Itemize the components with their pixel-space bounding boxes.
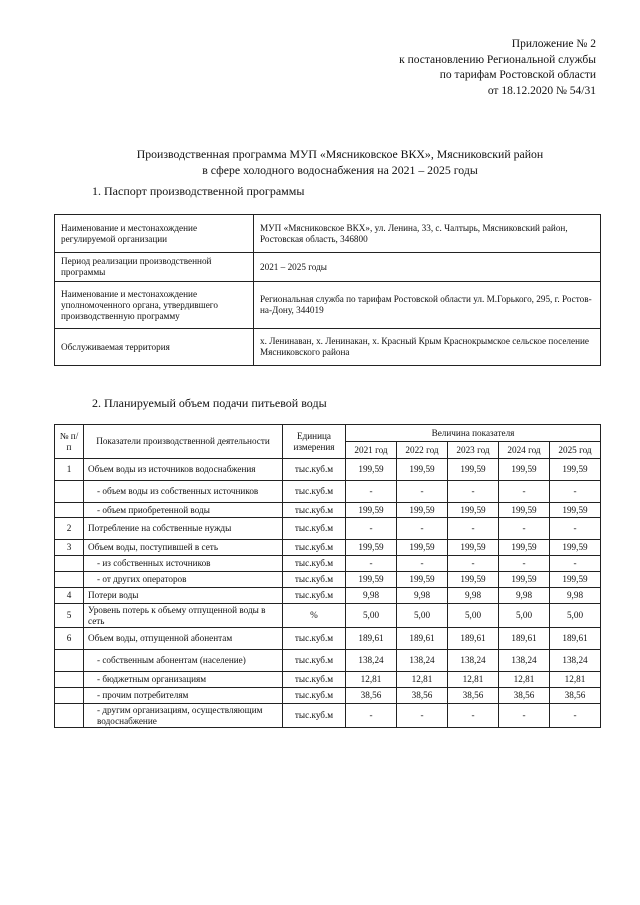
row-value: 189,61 <box>346 628 397 650</box>
row-value: - <box>499 518 550 540</box>
row-value: - <box>550 556 601 572</box>
row-value: 199,59 <box>448 540 499 556</box>
row-indicator: Объем воды из источников водоснабжения <box>84 459 283 481</box>
row-value: 12,81 <box>499 672 550 688</box>
row-value: 9,98 <box>397 588 448 604</box>
row-value: 38,56 <box>550 688 601 704</box>
row-value: 199,59 <box>550 503 601 518</box>
row-unit: тыс.куб.м <box>283 704 346 728</box>
row-value: 12,81 <box>397 672 448 688</box>
row-value: 199,59 <box>448 572 499 588</box>
section-1-title: 1. Паспорт производственной программы <box>92 184 305 198</box>
row-value: 38,56 <box>499 688 550 704</box>
table-row <box>55 556 601 572</box>
passport-label: Наименование и местонахождение регулируемой организации <box>55 215 254 253</box>
passport-row <box>55 253 601 282</box>
row-indicator: - объем воды из собственных источников <box>84 481 283 503</box>
row-value: 199,59 <box>499 503 550 518</box>
passport-table <box>54 214 601 366</box>
row-value: - <box>346 518 397 540</box>
row-indicator: Потери воды <box>84 588 283 604</box>
row-unit: тыс.куб.м <box>283 540 346 556</box>
table-row <box>55 540 601 556</box>
row-value: 199,59 <box>499 540 550 556</box>
passport-row <box>55 282 601 329</box>
row-number: 1 <box>55 459 84 481</box>
appendix-line: от 18.12.2020 № 54/31 <box>487 84 596 97</box>
row-value: 9,98 <box>448 588 499 604</box>
table-row <box>55 628 601 650</box>
title-line: Производственная программа МУП «Мясниковское ВКХ», Мясниковский район <box>136 147 544 161</box>
row-number <box>55 481 84 503</box>
row-number <box>55 556 84 572</box>
row-unit: тыс.куб.м <box>283 672 346 688</box>
appendix-line: к постановлению Региональной службы <box>399 53 596 66</box>
passport-row <box>55 329 601 366</box>
row-number: 5 <box>55 604 84 628</box>
row-value: - <box>397 518 448 540</box>
row-number <box>55 704 84 728</box>
row-value: - <box>550 481 601 503</box>
row-value: - <box>448 704 499 728</box>
row-value: - <box>499 556 550 572</box>
row-number <box>55 503 84 518</box>
row-value: - <box>448 518 499 540</box>
row-value: - <box>499 481 550 503</box>
row-indicator: Потребление на собственные нужды <box>84 518 283 540</box>
row-value: 12,81 <box>448 672 499 688</box>
row-value: 5,00 <box>448 604 499 628</box>
table-row <box>55 503 601 518</box>
row-unit: тыс.куб.м <box>283 459 346 481</box>
header-year: 2023 год <box>448 442 499 459</box>
row-unit: тыс.куб.м <box>283 481 346 503</box>
row-value: - <box>397 704 448 728</box>
row-value: - <box>550 518 601 540</box>
row-indicator: Объем воды, поступившей в сеть <box>84 540 283 556</box>
table-row <box>55 481 601 503</box>
row-number: 2 <box>55 518 84 540</box>
row-unit: тыс.куб.м <box>283 572 346 588</box>
row-value: 199,59 <box>550 572 601 588</box>
row-unit: тыс.куб.м <box>283 588 346 604</box>
appendix-header <box>399 37 596 99</box>
row-value: 5,00 <box>499 604 550 628</box>
row-indicator: - прочим потребителям <box>84 688 283 704</box>
appendix-line: по тарифам Ростовской области <box>439 69 596 81</box>
row-value: 138,24 <box>550 650 601 672</box>
row-unit: % <box>283 604 346 628</box>
row-unit: тыс.куб.м <box>283 650 346 672</box>
row-number <box>55 688 84 704</box>
row-unit: тыс.куб.м <box>283 688 346 704</box>
table-row <box>55 704 601 728</box>
header-year: 2021 год <box>346 442 397 459</box>
passport-value: 2021 – 2025 годы <box>254 253 601 282</box>
header-number: № п/п <box>55 425 84 459</box>
table-row <box>55 572 601 588</box>
row-indicator: - другим организациям, осуществляющим водоснабжение <box>84 704 283 728</box>
passport-value: МУП «Мясниковское ВКХ», ул. Ленина, 33, с. Чалтырь, Мясниковский район, Ростовская область, 346800 <box>254 215 601 253</box>
passport-value: х. Ленинаван, х. Ленинакан, х. Красный Крым Краснокрымское сельское поселение Мясниковского района <box>254 329 601 366</box>
row-number <box>55 650 84 672</box>
row-value: 199,59 <box>397 540 448 556</box>
row-indicator: Уровень потерь к объему отпущенной воды в сеть <box>84 604 283 628</box>
row-indicator: - от других операторов <box>84 572 283 588</box>
table-row <box>55 688 601 704</box>
table-row <box>55 650 601 672</box>
header-year: 2024 год <box>499 442 550 459</box>
row-value: 199,59 <box>397 459 448 481</box>
row-value: - <box>448 481 499 503</box>
title-line: в сфере холодного водоснабжения на 2021 – 2025 годы <box>202 163 478 177</box>
row-value: 12,81 <box>550 672 601 688</box>
row-value: 9,98 <box>550 588 601 604</box>
row-value: 138,24 <box>499 650 550 672</box>
table-row <box>55 672 601 688</box>
row-indicator: - из собственных источников <box>84 556 283 572</box>
passport-value: Региональная служба по тарифам Ростовской области ул. М.Горького, 295, г. Ростов-на-Дону, 344019 <box>254 282 601 329</box>
row-value: 199,59 <box>499 572 550 588</box>
row-value: 5,00 <box>346 604 397 628</box>
row-value: 199,59 <box>397 503 448 518</box>
row-value: 189,61 <box>550 628 601 650</box>
row-value: - <box>346 481 397 503</box>
row-number <box>55 672 84 688</box>
row-number <box>55 572 84 588</box>
table-row <box>55 518 601 540</box>
passport-label: Обслуживаемая территория <box>55 329 254 366</box>
row-value: - <box>397 481 448 503</box>
row-value: - <box>397 556 448 572</box>
row-value: 9,98 <box>499 588 550 604</box>
row-value: - <box>346 556 397 572</box>
row-indicator: Объем воды, отпущенной абонентам <box>84 628 283 650</box>
row-value: - <box>550 704 601 728</box>
row-value: 138,24 <box>397 650 448 672</box>
row-value: 199,59 <box>448 503 499 518</box>
section-2-title: 2. Планируемый объем подачи питьевой воды <box>92 396 327 410</box>
water-volume-table <box>54 424 601 728</box>
row-value: 199,59 <box>346 540 397 556</box>
table-row <box>55 459 601 481</box>
passport-label: Наименование и местонахождение уполномоченного органа, утвердившего производственную программу <box>55 282 254 329</box>
row-unit: тыс.куб.м <box>283 628 346 650</box>
row-value: 199,59 <box>346 459 397 481</box>
row-number: 4 <box>55 588 84 604</box>
row-value: - <box>346 704 397 728</box>
row-value: 199,59 <box>550 540 601 556</box>
row-unit: тыс.куб.м <box>283 503 346 518</box>
row-value: 199,59 <box>346 572 397 588</box>
row-value: 199,59 <box>550 459 601 481</box>
row-value: 5,00 <box>397 604 448 628</box>
row-value: 199,59 <box>499 459 550 481</box>
header-unit: Единица измерения <box>283 425 346 459</box>
row-value: 189,61 <box>397 628 448 650</box>
row-unit: тыс.куб.м <box>283 518 346 540</box>
row-number: 3 <box>55 540 84 556</box>
row-value: 38,56 <box>448 688 499 704</box>
passport-row <box>55 215 601 253</box>
row-value: 189,61 <box>499 628 550 650</box>
row-value: - <box>499 704 550 728</box>
row-value: 5,00 <box>550 604 601 628</box>
row-value: 189,61 <box>448 628 499 650</box>
table-row <box>55 604 601 628</box>
row-value: 38,56 <box>346 688 397 704</box>
header-year: 2025 год <box>550 442 601 459</box>
document-title <box>40 146 640 178</box>
header-indicator: Показатели производственной деятельности <box>84 425 283 459</box>
header-value-group: Величина показателя <box>346 425 601 442</box>
row-indicator: - бюджетным организациям <box>84 672 283 688</box>
header-year: 2022 год <box>397 442 448 459</box>
passport-label: Период реализации производственной программы <box>55 253 254 282</box>
row-value: 138,24 <box>346 650 397 672</box>
row-indicator: - объем приобретенной воды <box>84 503 283 518</box>
row-value: - <box>448 556 499 572</box>
row-value: 12,81 <box>346 672 397 688</box>
row-unit: тыс.куб.м <box>283 556 346 572</box>
row-value: 199,59 <box>397 572 448 588</box>
row-value: 138,24 <box>448 650 499 672</box>
row-value: 38,56 <box>397 688 448 704</box>
row-value: 199,59 <box>448 459 499 481</box>
row-value: 9,98 <box>346 588 397 604</box>
row-value: 199,59 <box>346 503 397 518</box>
row-indicator: - собственным абонентам (население) <box>84 650 283 672</box>
table-row <box>55 588 601 604</box>
row-number: 6 <box>55 628 84 650</box>
appendix-line: Приложение № 2 <box>511 38 596 50</box>
